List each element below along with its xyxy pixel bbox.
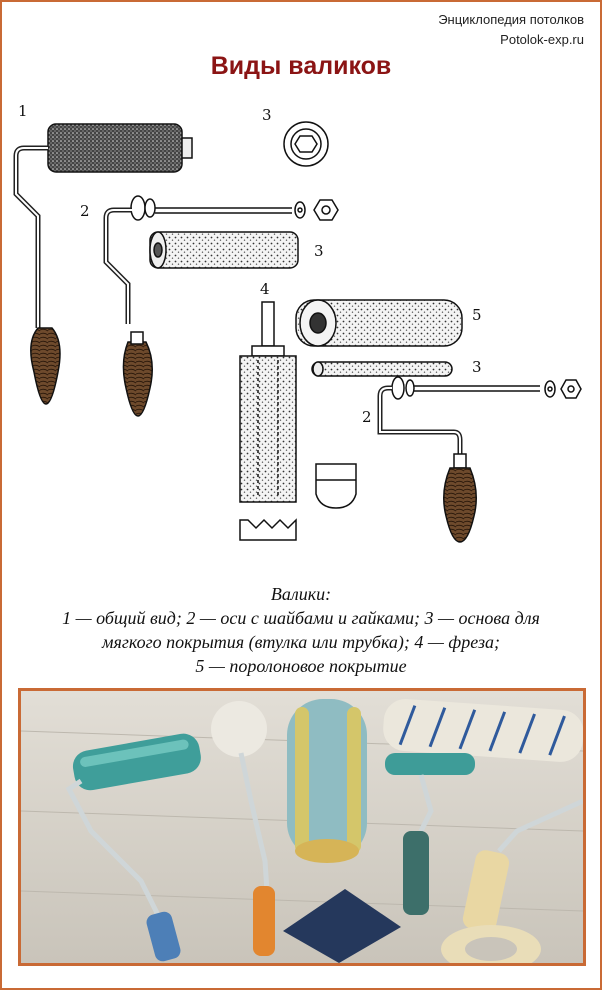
label-3-tube: 3 <box>472 358 482 376</box>
caption-line-3: 5 — поролоновое покрытие <box>195 656 407 676</box>
encyclopedia-label: Энциклопедия потолков <box>438 12 584 27</box>
caption-line-1: 1 — общий вид; 2 — оси с шайбами и гайками; 3 — основа для <box>62 608 540 628</box>
label-4: 4 <box>260 280 270 298</box>
tube-3 <box>312 362 452 376</box>
page-title: Виды валиков <box>210 52 392 80</box>
rollers-photo <box>18 688 586 966</box>
label-3-top: 3 <box>262 106 272 124</box>
site-label: Potolok-exp.ru <box>500 32 584 47</box>
diagram-caption <box>0 582 602 678</box>
label-2-top: 2 <box>80 202 90 220</box>
roller-2-axis-lower <box>380 377 581 542</box>
foam-cover-5 <box>296 300 462 346</box>
label-2-bottom: 2 <box>362 408 372 426</box>
label-5: 5 <box>472 306 482 324</box>
rollers-photo-illustration <box>21 691 583 963</box>
roller-diagram <box>0 92 602 562</box>
sleeve-3 <box>150 232 298 268</box>
washer-3 <box>284 122 328 166</box>
label-1: 1 <box>18 102 28 120</box>
caption-line-2: мягкого покрытия (втулка или трубка); 4 — фреза; <box>102 632 500 652</box>
caption-heading: Валики: <box>270 584 332 604</box>
label-3-sleeve: 3 <box>314 242 324 260</box>
brand-block <box>438 10 584 50</box>
